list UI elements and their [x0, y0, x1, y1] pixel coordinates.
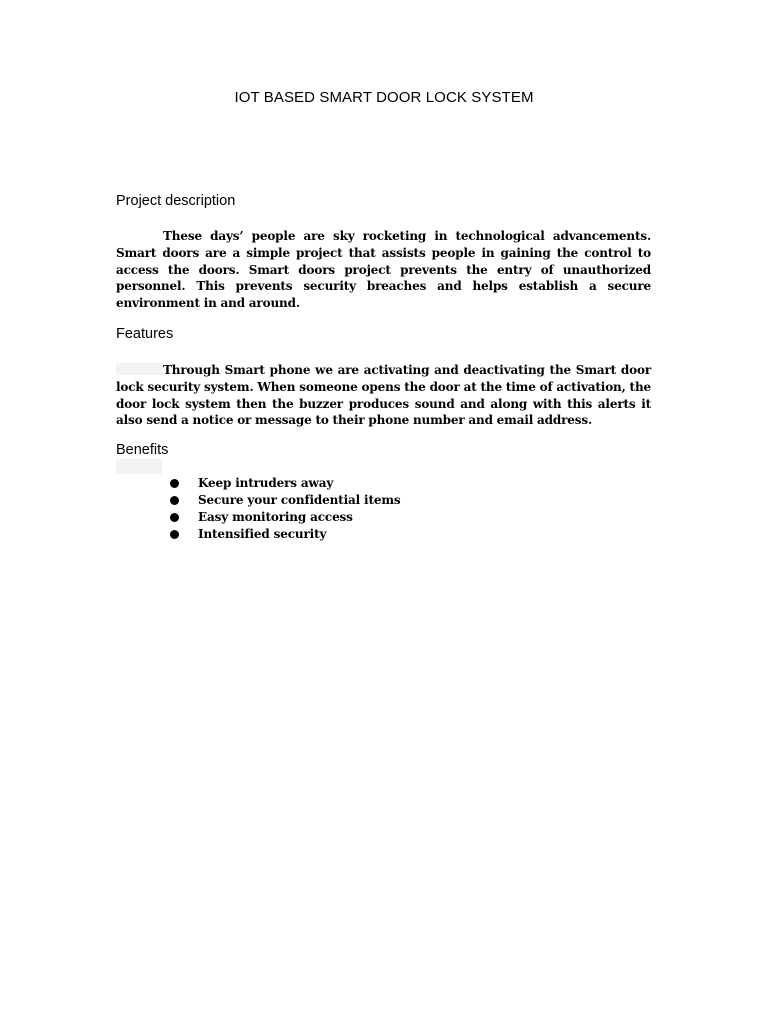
- bullet-icon: [170, 496, 179, 505]
- bullet-icon: [170, 530, 179, 539]
- features-paragraph: [116, 362, 651, 429]
- project-description-text: These days’ people are sky rocketing in technological advancements. Smart doors are a simple project that assists people in gaining the control to access the doors. Smart doors project prevents the entry of unauthorized personnel. This prevents security breaches and helps establish a secure environment in and around.: [116, 229, 651, 311]
- document-title: IOT BASED SMART DOOR LOCK SYSTEM: [234, 89, 534, 106]
- bullet-icon: [170, 513, 179, 522]
- paragraph-indent: [116, 363, 163, 375]
- benefit-text: Secure your confidential items: [198, 493, 401, 507]
- features-heading: Features: [116, 326, 174, 342]
- bullet-icon: [170, 479, 179, 488]
- benefit-text: Keep intruders away: [198, 476, 334, 490]
- features-text: Through Smart phone we are activating and deactivating the Smart door lock security system. When someone opens the door at the time of activation, the door lock system then the buzzer produces sound and along with this alerts it also send a notice or message to their phone number and email address.: [116, 363, 651, 428]
- benefits-heading: Benefits: [116, 442, 169, 458]
- benefits-highlight: [116, 459, 162, 474]
- project-description-paragraph: [116, 228, 651, 312]
- benefit-text: Easy monitoring access: [198, 510, 353, 524]
- project-description-heading: Project description: [116, 193, 236, 209]
- benefit-text: Intensified security: [198, 527, 327, 541]
